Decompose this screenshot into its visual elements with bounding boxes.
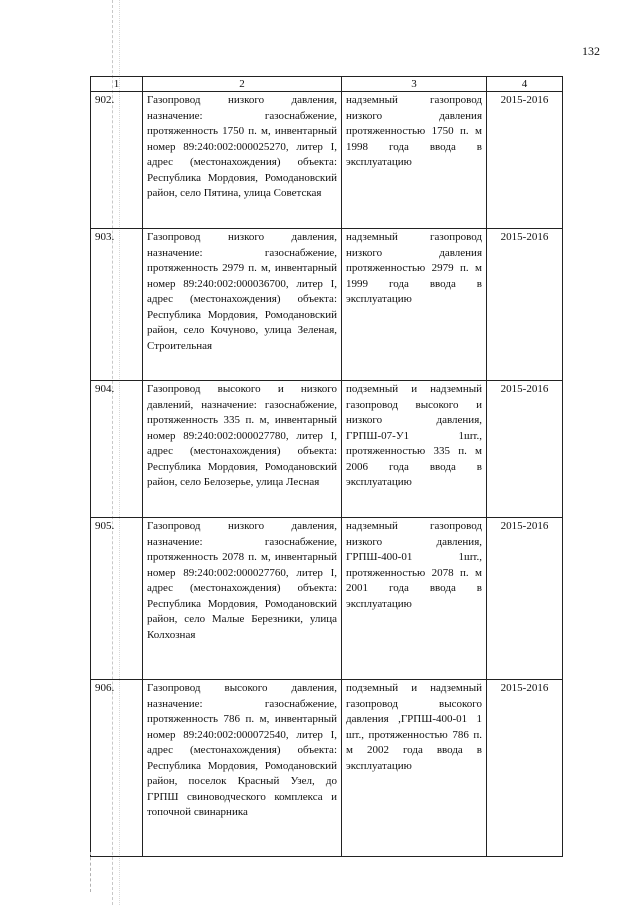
object-description: надземный газопровод низкого давления протяженностью 2979 п. м 1999 года ввода в эксплуатацию <box>342 229 487 381</box>
implementation-period: 2015-2016 <box>487 92 563 229</box>
table-row <box>91 381 563 518</box>
object-name: Газопровод высокого и низкого давлений, назначение: газоснабжение, протяженность 335 п. м, инвентарный номер 89:240:002:000027780, литер I, адрес (местонахождения) объекта: Республика Мордовия, Ромодановский район, село Белозерье, улица Лесная <box>143 381 342 518</box>
row-number: 902. <box>91 92 143 229</box>
object-name: Газопровод низкого давления, назначение: газоснабжение, протяженность 2078 п. м, инвентарный номер 89:240:002:000027760, литер I, адрес (местонахождения) объекта: Республика Мордовия, Ромодановский район, село Малые Березники, улица Колхозная <box>143 518 342 680</box>
object-name: Газопровод низкого давления, назначение: газоснабжение, протяженность 1750 п. м, инвентарный номер 89:240:002:000025270, литер I, адрес (местонахождения) объекта: Республика Мордовия, Ромодановский район, село Пятина, улица Советская <box>143 92 342 229</box>
implementation-period: 2015-2016 <box>487 518 563 680</box>
row-number: 906. <box>91 680 143 857</box>
continuation-margin-line <box>90 852 92 892</box>
table-row <box>91 680 563 857</box>
object-description: подземный и надземный газопровод высокого и низкого давления, ГРПШ-07-У1 1шт., протяженностью 335 п. м 2006 года ввода в эксплуатацию <box>342 381 487 518</box>
implementation-period: 2015-2016 <box>487 680 563 857</box>
table-row <box>91 518 563 680</box>
object-description: надземный газопровод низкого давления, ГРПШ-400-01 1шт., протяженностью 2078 п. м 2001 года ввода в эксплуатацию <box>342 518 487 680</box>
implementation-period: 2015-2016 <box>487 229 563 381</box>
table-row <box>91 92 563 229</box>
column-header-number: 1 <box>91 77 143 92</box>
object-description: подземный и надземный газопровод высокого давления ,ГРПШ-400-01 1 шт., протяженностью 786 п. м 2002 года ввода в эксплуатацию <box>342 680 487 857</box>
row-number: 904. <box>91 381 143 518</box>
column-header-description: 3 <box>342 77 487 92</box>
implementation-period: 2015-2016 <box>487 381 563 518</box>
table-row <box>91 229 563 381</box>
page-number: 132 <box>582 44 600 58</box>
object-name: Газопровод низкого давления, назначение: газоснабжение, протяженность 2979 п. м, инвентарный номер 89:240:002:000036700, литер I, адрес (местонахождения) объекта: Республика Мордовия, Ромодановский район, село Кочуново, улица Зеленая, Строительная <box>143 229 342 381</box>
row-number: 903. <box>91 229 143 381</box>
object-name: Газопровод высокого давления, назначение: газоснабжение, протяженность 786 п. м, инвентарный номер 89:240:002:000072540, литер I, адрес (местонахождения) объекта: Республика Мордовия, Ромодановский район, поселок Красный Узел, до ГРПШ свиноводческого комплекса и топочной свинарника <box>143 680 342 857</box>
table-header-row <box>91 77 563 92</box>
object-description: надземный газопровод низкого давления протяженностью 1750 п. м 1998 года ввода в эксплуатацию <box>342 92 487 229</box>
row-number: 905. <box>91 518 143 680</box>
column-header-name: 2 <box>143 77 342 92</box>
column-header-period: 4 <box>487 77 563 92</box>
property-registry-table <box>90 76 563 857</box>
